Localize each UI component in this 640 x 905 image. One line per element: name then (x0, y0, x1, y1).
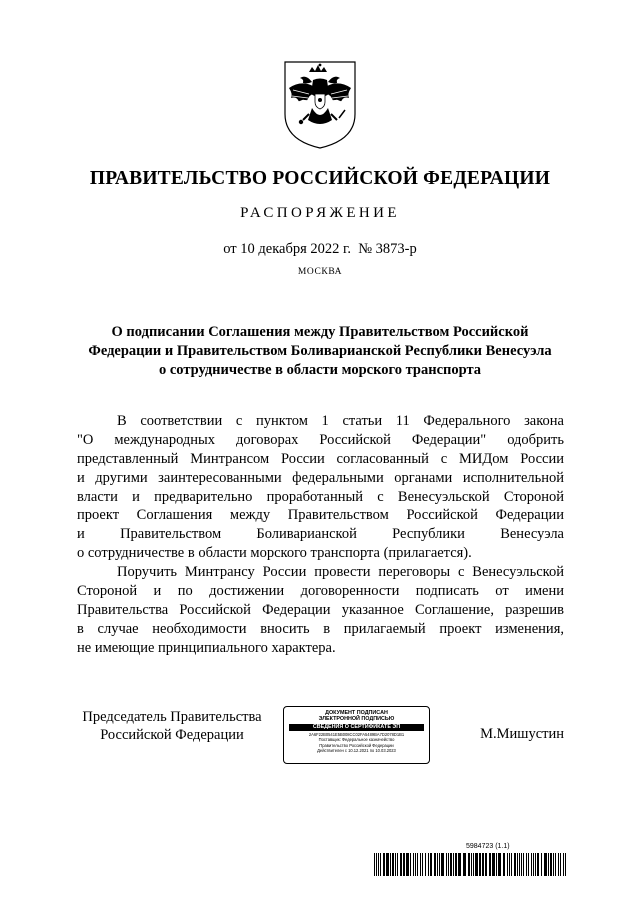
barcode-bar (392, 853, 394, 876)
barcode-bar (492, 853, 495, 876)
barcode-bar (479, 853, 481, 876)
barcode-bar (397, 853, 398, 876)
barcode-bar (403, 853, 405, 876)
barcode-bar (434, 853, 436, 876)
barcode-bar (544, 853, 547, 876)
barcode-bar (413, 853, 414, 876)
barcode-bar (548, 853, 549, 876)
barcode-bar (521, 853, 522, 876)
barcode-bar (511, 853, 512, 876)
barcode-bar (482, 853, 484, 876)
barcode-bar (378, 853, 379, 876)
barcode-bar (528, 853, 529, 876)
barcode-bar (523, 853, 524, 876)
barcode-bar (455, 853, 457, 876)
barcode-bar (383, 853, 385, 876)
barcode-bar (395, 853, 396, 876)
document-subject (60, 323, 580, 380)
barcode-bar (450, 853, 452, 876)
barcode-bar (509, 853, 510, 876)
government-title: ПРАВИТЕЛЬСТВО РОССИЙСКОЙ ФЕДЕРАЦИИ (89, 168, 551, 189)
barcode-image (374, 853, 568, 876)
text-line: В соответствии с пунктом 1 статьи 11 Федерального закона (117, 413, 564, 429)
barcode-bar (425, 853, 426, 876)
barcode-bar (406, 853, 409, 876)
barcode-bar (453, 853, 454, 876)
barcode-bar (514, 853, 516, 876)
subject-line: Федерации и Правительством Боливарианской Республики Венесуэла (88, 343, 552, 359)
text-line: Поручить Минтрансу России провести переговоры с Венесуэльской (117, 564, 564, 581)
barcode-bar (430, 853, 432, 876)
coat-of-arms-emblem (279, 58, 361, 150)
barcode-bar (535, 853, 536, 876)
stamp-validity: Действителен с 10.12.2021 по 10.03.2023 (317, 748, 396, 754)
stamp-title (284, 710, 429, 723)
stamp-serial: 2A6F22B0541E5B008CC02FA5489BA7D2078D1B1 (308, 731, 405, 737)
stamp-owner: Правительство Российской Федерации (319, 742, 394, 748)
document-type: РАСПОРЯЖЕНИЕ (240, 205, 400, 221)
barcode-bar (468, 853, 470, 876)
barcode-bar (473, 853, 474, 876)
text-line: Стороной и по достижении договоренности подписать от имени (77, 583, 564, 600)
document-date-number: от 10 декабря 2022 г. № 3873-р (223, 241, 417, 257)
barcode-bar (553, 853, 554, 876)
barcode-bar (446, 853, 447, 876)
barcode-bar (555, 853, 556, 876)
text-line: и Правительством Боливарианской Республики Венесуэла (77, 526, 564, 543)
position-line: Председатель Правительства (82, 709, 262, 725)
subject-line: о сотрудничестве в области морского транспорта (158, 362, 482, 378)
barcode-bar (519, 853, 520, 876)
barcode-bar (428, 853, 429, 876)
barcode-bar (517, 853, 518, 876)
text-line: Правительства Российской Федерации указанное Соглашение, разрешив (77, 601, 564, 618)
barcode-bar (489, 853, 491, 876)
barcode-bar (531, 853, 532, 876)
barcode-bar (374, 853, 375, 876)
stamp-cert-header: СВЕДЕНИЯ О СЕРТИФИКАТЕ ЭП (289, 724, 424, 731)
text-line: не имеющие принципиального характера. (77, 639, 336, 656)
barcode-bar (485, 853, 487, 876)
barcode-bar (563, 853, 564, 876)
barcode-bar (410, 853, 411, 876)
text-line: о сотрудничестве в области морского транспорта (прилагается). (77, 545, 472, 562)
barcode-bar (439, 853, 440, 876)
barcode-bar (507, 853, 508, 876)
text-line: в случае необходимости вносить в прилагаемый проект изменения, (77, 620, 564, 637)
barcode-bar (448, 853, 449, 876)
barcode-bar (565, 853, 566, 876)
barcode-bar (550, 853, 552, 876)
barcode-bar (475, 853, 478, 876)
barcode-bar (458, 853, 461, 876)
barcode-bar (415, 853, 416, 876)
barcode-bar (437, 853, 438, 876)
barcode-bar (422, 853, 423, 876)
signatory-name: М.Мишустин (480, 726, 564, 742)
barcode-bar (420, 853, 421, 876)
barcode-bar (390, 853, 391, 876)
barcode-bar (537, 853, 539, 876)
stamp-issuer: Поставщик: Федеральное казначейство (318, 737, 395, 743)
barcode-bar (386, 853, 389, 876)
barcode-bar (380, 853, 381, 876)
text-line: власти и предварительно проработанный с Венесуэльской Стороной (77, 488, 564, 505)
barcode-bar (541, 853, 542, 876)
barcode-bar (441, 853, 444, 876)
barcode-bar (560, 853, 561, 876)
barcode-bar (498, 853, 501, 876)
subject-line: О подписании Соглашения между Правительством Российской (111, 324, 529, 340)
barcode-number: 5984723 (1.1) (466, 843, 510, 850)
barcode-bar (558, 853, 559, 876)
position-line: Российской Федерации (100, 727, 244, 743)
barcode-bar (503, 853, 505, 876)
document-body (77, 412, 564, 658)
text-line: и другими заинтересованными федеральными органами исполнительной (77, 469, 564, 486)
text-line: представленный Минтрансом России согласованный с МИДом России (77, 450, 564, 467)
barcode-bar (533, 853, 534, 876)
barcode-bar (376, 853, 377, 876)
stamp-title-line: ДОКУМЕНТ ПОДПИСАН (325, 710, 388, 716)
barcode-bar (417, 853, 418, 876)
barcode-bar (471, 853, 472, 876)
signatory-position (77, 708, 267, 744)
text-line: проект Соглашения между Правительством Российской Федерации (77, 507, 564, 524)
paragraph-instruct (77, 563, 564, 657)
paragraph-approve (77, 412, 564, 563)
barcode-bar (526, 853, 527, 876)
barcode-bar (463, 853, 466, 876)
stamp-title-line: ЭЛЕКТРОННОЙ ПОДПИСЬЮ (318, 716, 395, 723)
electronic-signature-stamp (283, 706, 430, 764)
text-line: "О международных договорах Российской Федерации" одобрить (77, 431, 564, 448)
barcode-bar (400, 853, 402, 876)
barcode-bar (496, 853, 497, 876)
document-city: МОСКВА (297, 267, 343, 277)
